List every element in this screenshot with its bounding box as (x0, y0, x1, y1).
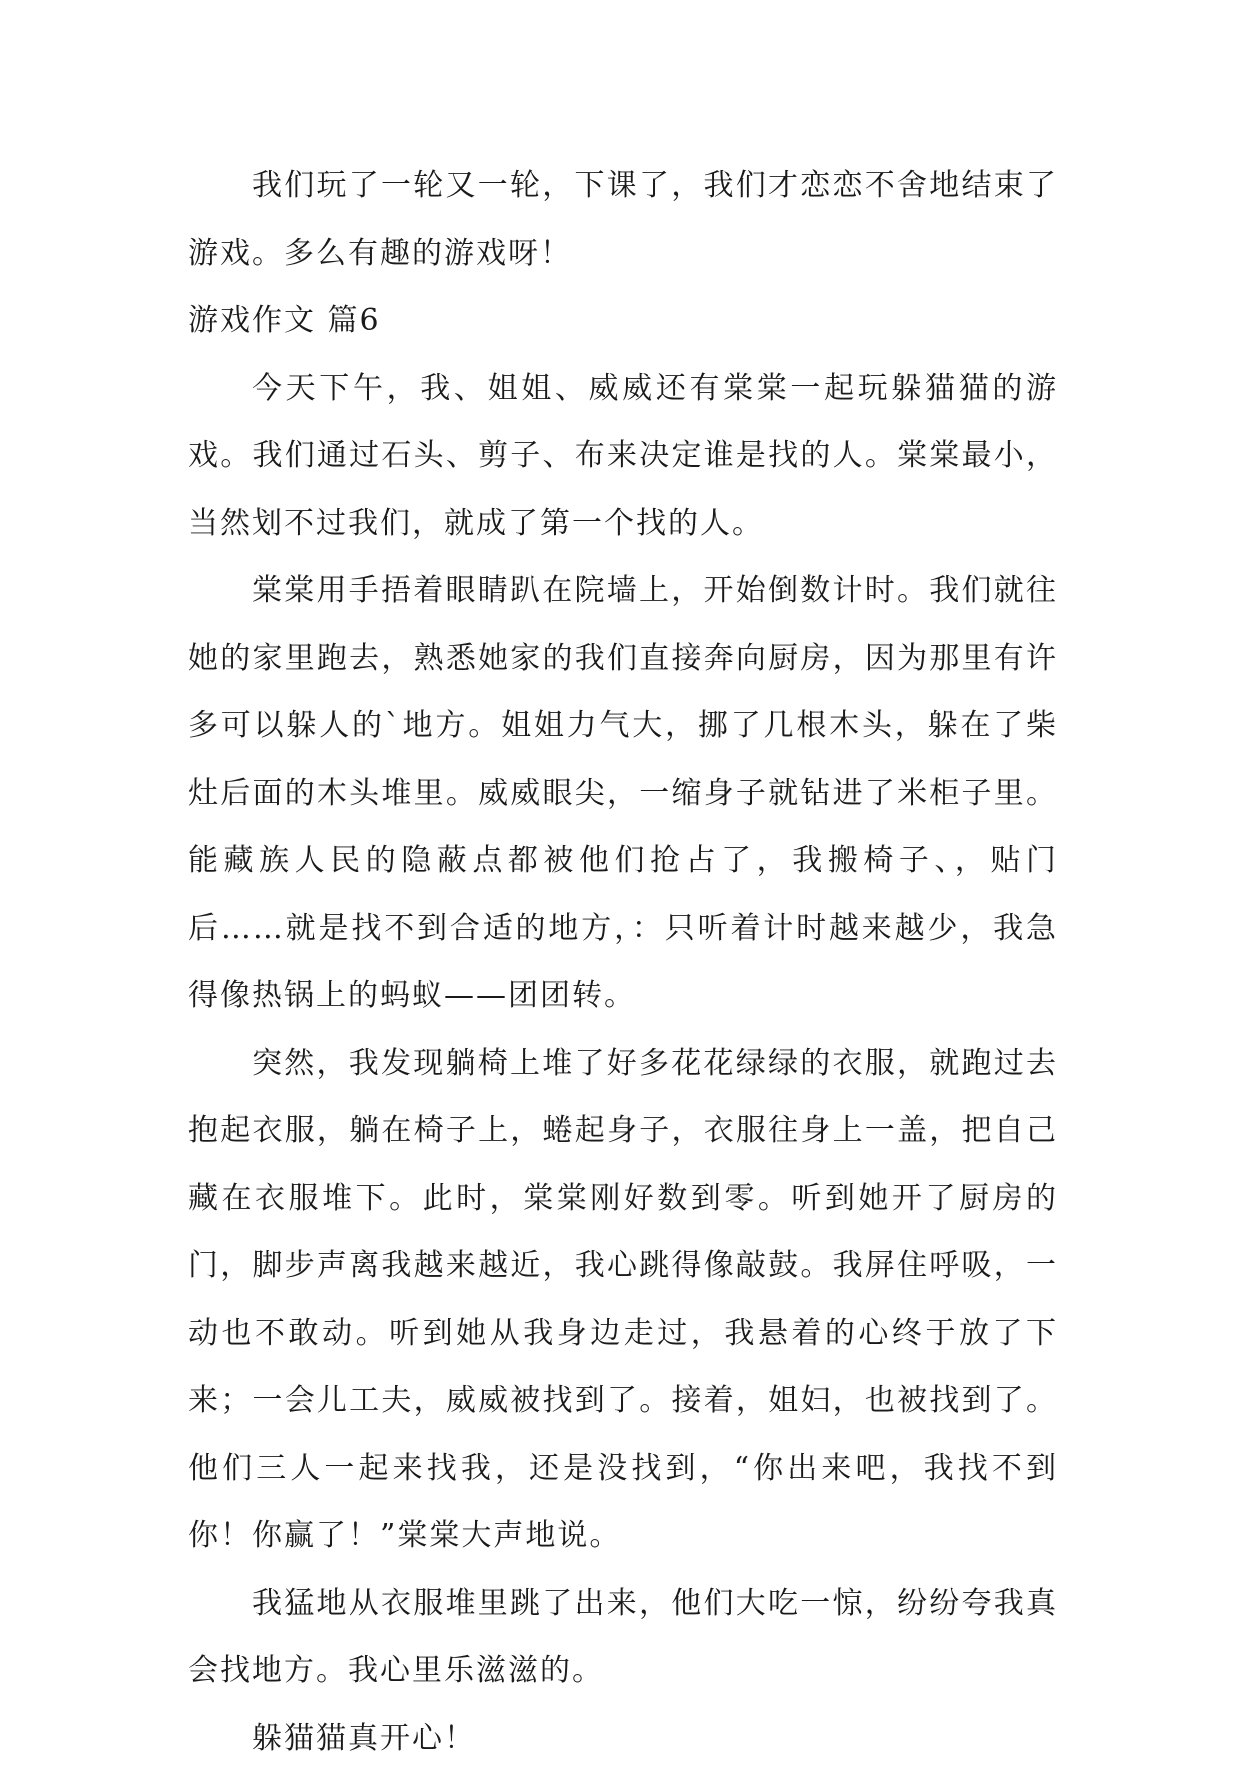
paragraph: 我们玩了一轮又一轮，下课了，我们才恋恋不舍地结束了游戏。多么有趣的游戏呀！ (188, 152, 1058, 287)
section-heading: 游戏作文 篇6 (188, 287, 1058, 355)
paragraph: 躲猫猫真开心！ (188, 1705, 1058, 1772)
paragraph: 今天下午，我、姐姐、威威还有棠棠一起玩躲猫猫的游戏。我们通过石头、剪子、布来决定谁是找的人。棠棠最小，当然划不过我们，就成了第一个找的人。 (188, 355, 1058, 558)
paragraph: 棠棠用手捂着眼睛趴在院墙上，开始倒数计时。我们就往她的家里跑去，熟悉她家的我们直接奔向厨房，因为那里有许多可以躲人的`地方。姐姐力气大，挪了几根木头，躲在了柴灶后面的木头堆里。威威眼尖，一缩身子就钻进了米柜子里。能藏族人民的隐蔽点都被他们抢占了，我搬椅子、，贴门后……就是找不到合适的地方，：只听着计时越来越少，我急得像热锅上的蚂蚁——团团转。 (188, 557, 1058, 1030)
document-body (188, 152, 1058, 1772)
paragraph: 突然，我发现躺椅上堆了好多花花绿绿的衣服，就跑过去抱起衣服，躺在椅子上，蜷起身子，衣服往身上一盖，把自己藏在衣服堆下。此时，棠棠刚好数到零。听到她开了厨房的门，脚步声离我越来越近，我心跳得像敲鼓。我屏住呼吸，一动也不敢动。听到她从我身边走过，我悬着的心终于放了下来；一会儿工夫，威威被找到了。接着，姐妇，也被找到了。他们三人一起来找我，还是没找到，“你出来吧，我找不到你！你赢了！”棠棠大声地说。 (188, 1030, 1058, 1570)
paragraph: 我猛地从衣服堆里跳了出来，他们大吃一惊，纷纷夸我真会找地方。我心里乐滋滋的。 (188, 1570, 1058, 1705)
